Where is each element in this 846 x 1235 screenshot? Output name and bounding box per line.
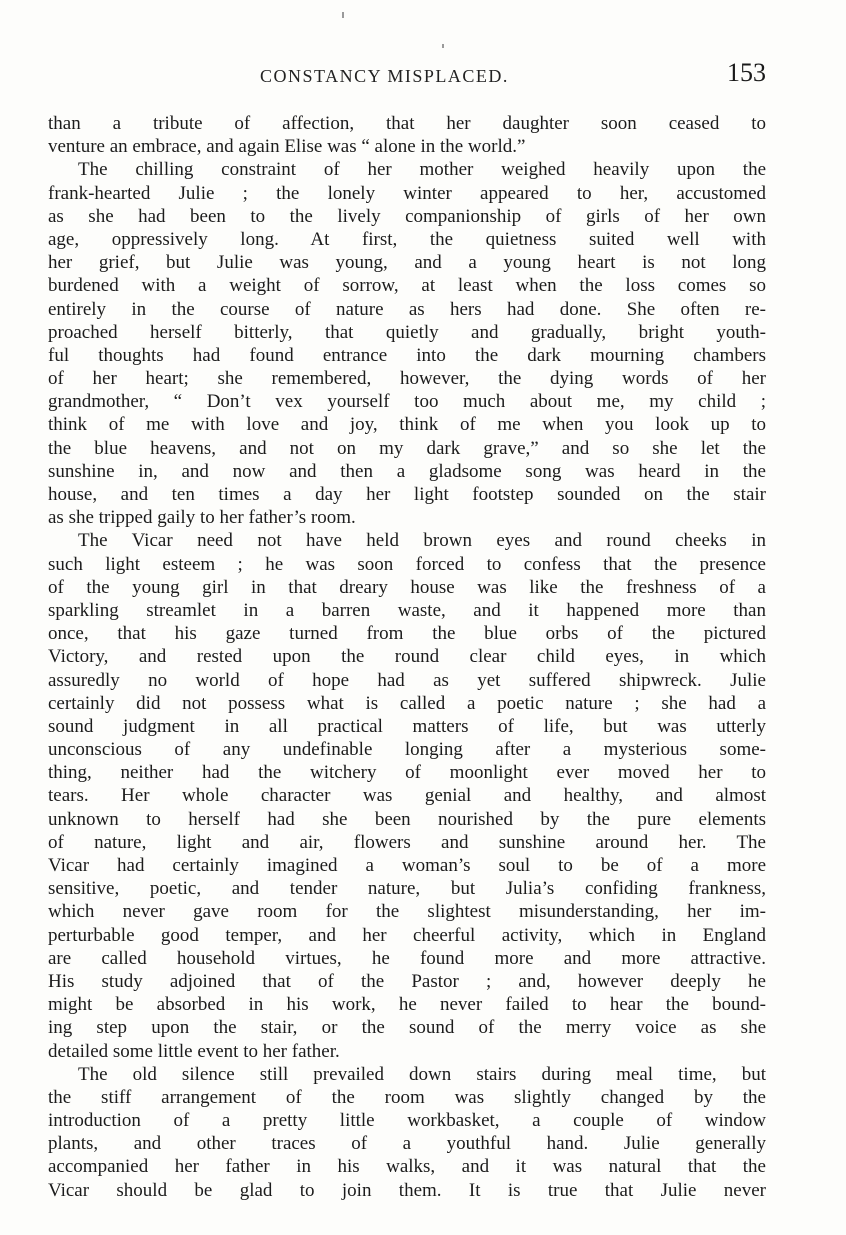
text-line: introduction of a pretty little workbasket, a couple of window — [48, 1110, 766, 1132]
text-line: the stiff arrangement of the room was slightly changed by the — [48, 1086, 766, 1108]
text-line: Victory, and rested upon the round clear child eyes, in which — [48, 646, 766, 668]
text-line: sensitive, poetic, and tender nature, but Julia’s confiding frankness, — [48, 878, 766, 900]
text-line: the blue heavens, and not on my dark grave,” and so she let the — [48, 437, 766, 459]
text-line: might be absorbed in his work, he never failed to hear the bound- — [48, 994, 766, 1016]
text-line: detailed some little event to her father. — [48, 1040, 340, 1062]
text-line: once, that his gaze turned from the blue orbs of the pictured — [48, 623, 766, 645]
text-line: proached herself bitterly, that quietly and gradually, bright youth- — [48, 321, 766, 343]
text-line: entirely in the course of nature as hers had done. She often re- — [48, 298, 766, 320]
text-line: His study adjoined that of the Pastor ; and, however deeply he — [48, 970, 766, 992]
text-line: grandmother, “ Don’t vex yourself too much about me, my child ; — [48, 391, 766, 413]
text-line: plants, and other traces of a youthful hand. Julie generally — [48, 1133, 766, 1155]
text-line: of the young girl in that dreary house was like the freshness of a — [48, 576, 766, 598]
text-line: Vicar should be glad to join them. It is true that Julie never — [48, 1179, 766, 1201]
text-line: are called household virtues, he found more and more attractive. — [48, 947, 766, 969]
text-line: sound judgment in all practical matters of life, but was utterly — [48, 715, 766, 737]
text-line: than a tribute of affection, that her daughter soon ceased to — [48, 113, 766, 134]
text-line: as she tripped gaily to her father’s room. — [48, 507, 356, 529]
text-line: house, and ten times a day her light footstep sounded on the stair — [48, 484, 766, 505]
text-line: burdened with a weight of sorrow, at least when the loss comes so — [48, 275, 766, 297]
text-line: ful thoughts had found entrance into the dark mourning chambers — [48, 344, 766, 366]
text-line: of her heart; she remembered, however, the dying words of her — [48, 368, 766, 390]
text-line: of nature, light and air, flowers and sunshine around her. The — [48, 831, 766, 853]
text-line: assuredly no world of hope had as yet suffered shipwreck. Julie — [48, 669, 766, 691]
print-mark — [442, 44, 444, 48]
text-line: sparkling streamlet in a barren waste, and it happened more than — [48, 599, 766, 621]
text-line: tears. Her whole character was genial and healthy, and almost — [48, 785, 766, 807]
paragraph-start-line: The old silence still prevailed down stairs during meal time, but — [78, 1063, 766, 1085]
print-mark — [342, 12, 344, 18]
text-line: such light esteem ; he was soon forced to confess that the presence — [48, 553, 766, 575]
page-number: 153 — [727, 58, 766, 87]
text-line: Vicar had certainly imagined a woman’s soul to be of a more — [48, 855, 766, 876]
text-line: sunshine in, and now and then a gladsome song was heard in the — [48, 460, 766, 482]
text-line: as she had been to the lively companionship of girls of her own — [48, 205, 766, 227]
text-line: which never gave room for the slightest misunderstanding, her im- — [48, 901, 766, 923]
paragraph-start-line: The chilling constraint of her mother weighed heavily upon the — [78, 159, 766, 181]
text-line: her grief, but Julie was young, and a young heart is not long — [48, 252, 766, 274]
text-line: certainly did not possess what is called a poetic nature ; she had a — [48, 692, 766, 714]
text-line: unknown to herself had she been nourished by the pure elements — [48, 808, 766, 830]
text-line: thing, neither had the witchery of moonlight ever moved her to — [48, 762, 766, 784]
text-line: venture an embrace, and again Elise was “ alone in the world.” — [48, 136, 526, 158]
paragraph-start-line: The Vicar need not have held brown eyes and round cheeks in — [78, 530, 766, 552]
text-line: ing step upon the stair, or the sound of the merry voice as she — [48, 1017, 766, 1039]
body-text — [48, 112, 766, 1202]
text-line: perturbable good temper, and her cheerful activity, which in England — [48, 924, 766, 946]
text-line: think of me with love and joy, think of me when you look up to — [48, 414, 766, 436]
text-line: unconscious of any undefinable longing after a mysterious some- — [48, 739, 766, 761]
page-header — [48, 58, 766, 92]
text-line: age, oppressively long. At first, the quietness suited well with — [48, 228, 766, 250]
running-title: CONSTANCY MISPLACED. — [260, 66, 509, 86]
text-line: accompanied her father in his walks, and it was natural that the — [48, 1156, 766, 1178]
text-line: frank-hearted Julie ; the lonely winter appeared to her, accustomed — [48, 182, 766, 204]
